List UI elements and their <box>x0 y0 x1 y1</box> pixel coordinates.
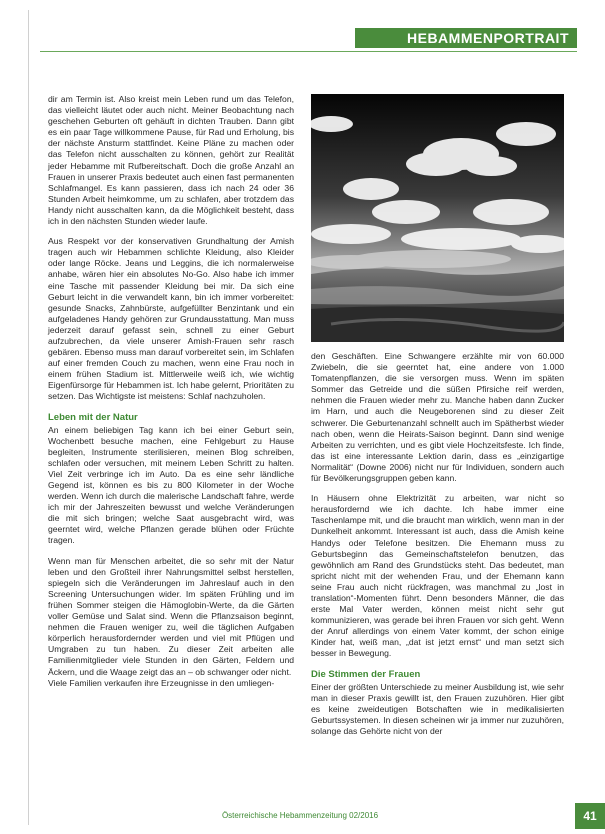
paragraph: Einer der größten Unterschiede zu meiner Ausbildung ist, wie sehr man in dieser Praxis gewillt ist, den Frauen zuzuhören. Hier gibt es keine zweideutigen Botschaften wie in medikalisierten Geburtssystemen. In diesen scheinen wir ja immer nur zuzuhören, solange das Gehörte nicht von der <box>311 681 564 736</box>
paragraph: Wenn man für Menschen arbeitet, die so sehr mit der Natur leben und den Großteil ihrer Nahrungsmittel selbst herstellen, spiegeln sich die Veränderungen im Jahreslauf auch in den Screening Untersuchungen wider. Im späten Frühling und im frühen Sommer steigen die Hämoglobin-Werte, da die Gärten voller Gemüse und Salat sind. Wenn die Pflanzsaison beginnt, nehmen die Frauen weniger zu, weil die täglichen Aufgaben körperlich herausfordernder werden und viel mit Pflügen und Umgraben zu tun haben. Zu dieser Zeit arbeiten alle Familienmitglieder viele Stunden in den Gärten, Feldern und Äckern, und die Waage zeigt das an – ob schwanger oder nicht. <box>48 555 294 677</box>
journal-footer: Österreichische Hebammenzeitung 02/2016 <box>221 811 379 820</box>
paragraph: Viele Familien verkaufen ihre Erzeugnisse in den umliegen- <box>48 677 275 688</box>
header-rule <box>40 51 577 52</box>
page-edge <box>28 10 29 825</box>
section-header <box>355 28 577 48</box>
left-column <box>48 94 294 698</box>
landscape-photo <box>311 94 564 342</box>
paragraph: den Geschäften. Eine Schwangere erzählte mir von 60.000 Zwiebeln, die sie geerntet hat, eine andere von 1.000 Tomatenpflanzen, die sie versorgen muss. Wenn im späten Sommer das Getreide und die süßen Pfirsiche reif werden, nehmen die Frauen wieder mehr zu. Manche haben dann Zucker im Harn, und auch die Neugeborenen sind zu dieser Zeit schwerer. Die Geburtenanzahl schnellt auch im Spätherbst wieder nach oben, wenn die Heirats-Saison beginnt. Dann sind wenige Arbeiten zu verrichten, und es gibt viele Hochzeitsfeste. Ich finde, das ist eine interessante Lektion darin, dass es „einzigartige Normalität“ (Downe 2006) nicht nur für Individuen, sondern auch für Bevölkerungsgruppen geben kann. <box>311 351 564 484</box>
section-title: HEBAMMENPORTRAIT <box>407 30 569 46</box>
subheading-sounds: Die Stimmen der Frauen <box>311 668 421 680</box>
right-column <box>311 351 564 746</box>
subheading-nature: Leben mit der Natur <box>48 411 138 423</box>
page-number: 41 <box>575 803 605 829</box>
paragraph: dir am Termin ist. Also kreist mein Leben rund um das Telefon, das vielleicht läutet oder auch nicht. Meiner Beobachtung nach geschehen Geburten oft gehäuft in dichten Trauben. Dann gibt es ein paar Tage willkommene Pause, für Rad und Erholung, bis der nächste Ansturm stattfindet. Keine Pläne zu machen oder das Telefon nicht ausschalten zu können, gehört zur Realität jeder Hebamme mit Rufbereitschaft. Doch die große Anzahl an Frauen in unserer Praxis bedeutet auch einen fast permanenten Schlafmangel. Es kann passieren, dass ich nach 24 oder 36 Stunden Arbeit heimkomme, um zu schlafen, aber trotzdem das Handy nicht ausschalten kann, da die Möglichkeit besteht, dass ich in den nächsten Stunden wieder laufe. <box>48 94 294 227</box>
paragraph: An einem beliebigen Tag kann ich bei einer Geburt sein, Wochenbett besuche machen, eine Fehlgeburt zu Hause begleiten, Instrumente sterilisieren, meinen Blog schreiben, schlafen oder versuchen, mit meinem Leben Schritt zu halten. Viel Zeit verbringe ich im Auto. Da es eine sehr ländliche Gegend ist, können es bis zu 800 Kilometer in der Woche werden. Wenn ich durch die malerische Landschaft fahre, werde ich mir der Jahreszeiten bewusst und welche Veränderungen die mit sich bringen; welche Saat ausgebracht wird, was geerntet wird, welche Pflanzen gerade blühen oder Früchte tragen. <box>48 424 294 546</box>
paragraph: In Häusern ohne Elektrizität zu arbeiten, war nicht so herausfordernd wie ich dachte. Ich habe immer eine Taschenlampe mit, und die braucht man wirklich, wenn man in der Dunkelheit ankommt. Interessant ist auch, dass die Amish keine Handys oder Telefone besitzen. Die Ehemann muss zu Geburtsbeginn das Gemeinschaftstelefon benutzen, das gewöhnlich am Rand des Grundstücks steht. Das bedeutet, man spricht nicht mit der wehenden Frau, und der Ehemann kann seine Frau auch nicht rückfragen, was manchmal zu „lost in translation“-Momenten führt. Denn besonders Männer, die das erste Mal Vater werden, können meist nicht sehr gut kommunizieren, was gerade bei ihren Frauen vor sich geht. Wenn der Anruf allerdings von einem Vater kommt, der schon einige Kinder hat, weiß man, „dat ist jetzt ernst“ und man setzt sich besser in Bewegung. <box>311 493 564 659</box>
paragraph: Aus Respekt vor der konservativen Grundhaltung der Amish tragen auch wir Hebammen schlichte Kleidung, also Kleider oder lange Röcke. Jeans und Leggins, die ich normalerweise anhabe, wären hier ein absolutes No-Go. Also habe ich immer eine Tasche mit passender Kleidung bei mir. Da sich eine Geburt leicht in die verwandelt kann, bin ich immer vorbereitet: gesunde Snacks, Zahnbürste, aufgefüllter Benzintank und ein aufgeladenes Handy gehören zur Grundausstattung. Man muss jederzeit darauf gefasst sein, schnell zu einer Geburt aufzubrechen, da viele unserer Amish-Frauen sehr rasch gebären. Ebenso muss man darauf vorbereitet sein, im Schlafen auf einer fremden Couch zu machen, wenn eine Frau noch in einem frühen Stadium ist. Mittlerweile weiß ich, wie wichtig Eigenfürsorge für Hebammen ist. Ich habe gelernt, Prioritäten zu setzen. Das Wichtigste ist meistens: Schlaf nachzuholen. <box>48 236 294 402</box>
